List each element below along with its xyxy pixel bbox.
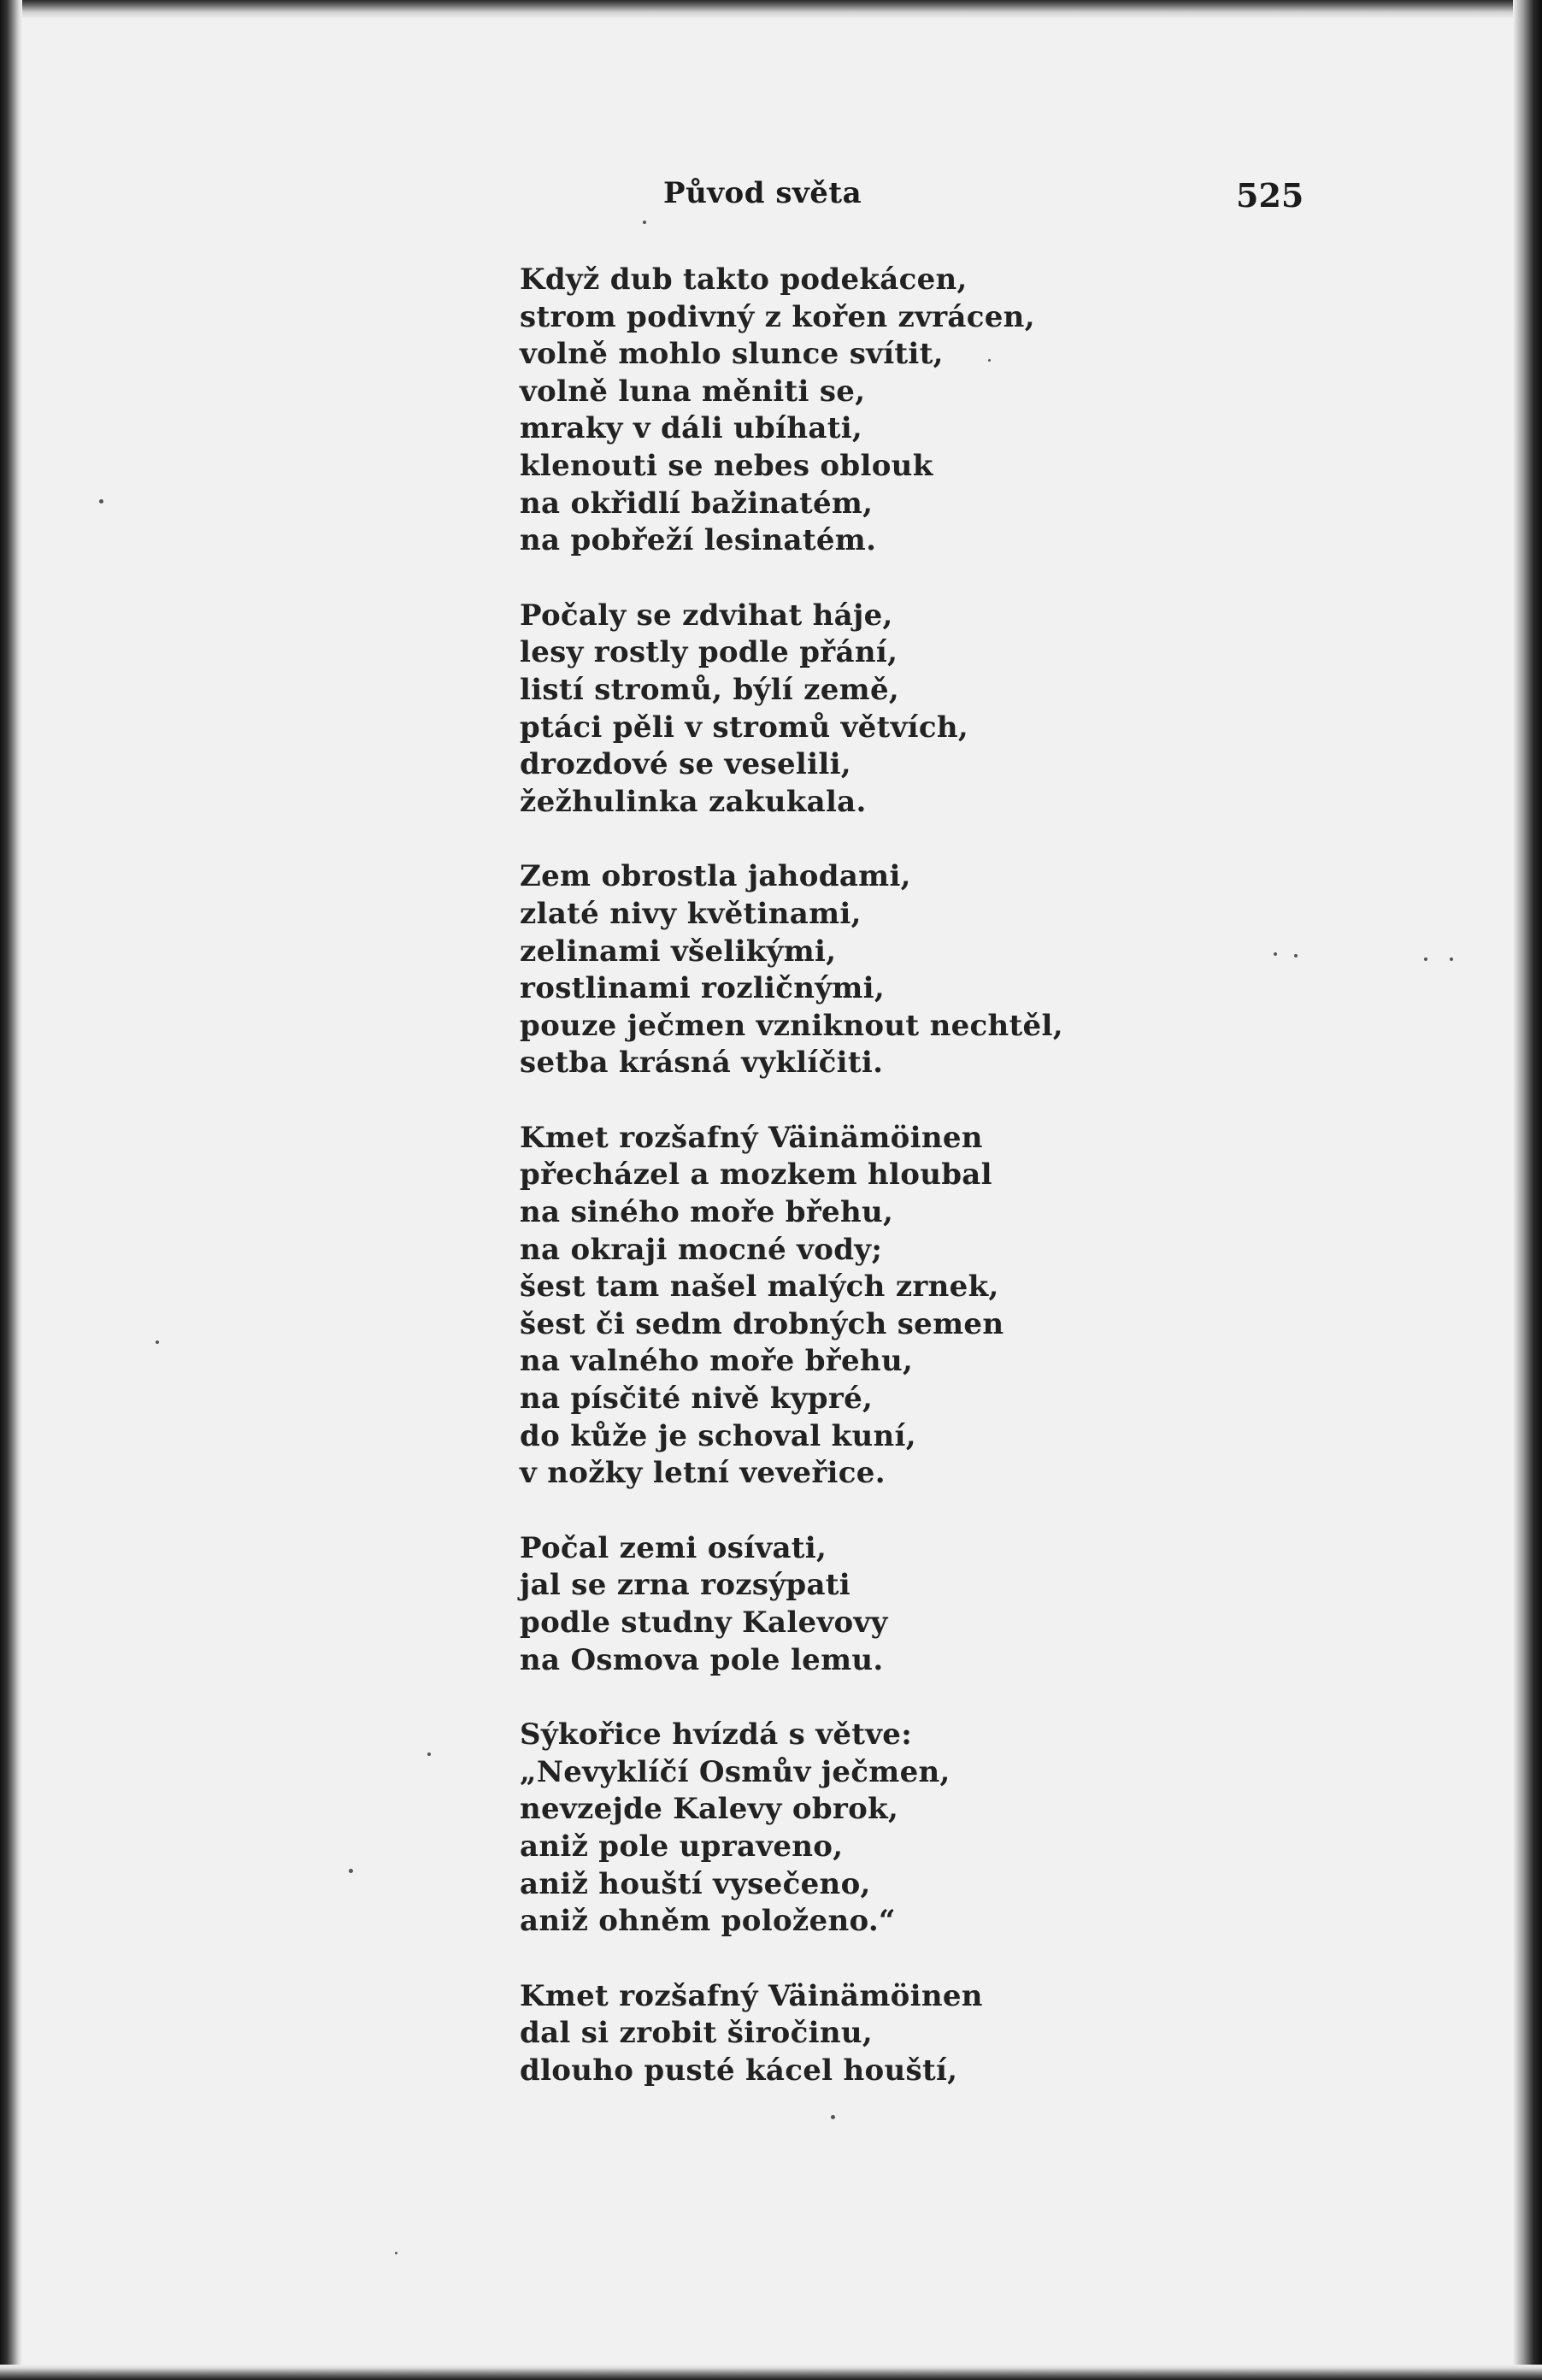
- verse-line: Počaly se zdvihat háje,: [520, 598, 893, 633]
- verse-line: ptáci pěli v stromů větvích,: [520, 710, 969, 745]
- page-number: 525: [1236, 176, 1304, 215]
- verse-line: Zem obrostla jahodami,: [520, 859, 911, 894]
- scan-speck: [1450, 957, 1453, 961]
- scan-edge-top: [0, 0, 1542, 19]
- verse-line: aniž pole upraveno,: [520, 1829, 844, 1864]
- scan-speck: [395, 2252, 397, 2254]
- verse-line: listí stromů, býlí země,: [520, 672, 900, 707]
- scan-edge-left: [0, 0, 22, 2380]
- verse-line: nevzejde Kalevy obrok,: [520, 1792, 899, 1827]
- verse-line: Počal zemi osívati,: [520, 1530, 827, 1565]
- verse-line: v nožky letní veveřice.: [520, 1456, 886, 1491]
- stanza-5: [520, 1530, 1374, 1679]
- verse-line: volně mohlo slunce svítit,: [520, 337, 944, 372]
- scan-edge-right: [1513, 0, 1542, 2380]
- verse-line: na písčité nivě kypré,: [520, 1381, 874, 1417]
- verse-line: zelinami všelikými,: [520, 934, 837, 969]
- verse-line: rostlinami rozličnými,: [520, 971, 885, 1006]
- verse-line: na Osmova pole lemu.: [520, 1642, 884, 1677]
- verse-line: jal se zrna rozsýpati: [520, 1568, 851, 1603]
- stanza-1: [520, 262, 1374, 560]
- verse-line: klenouti se nebes oblouk: [520, 448, 933, 483]
- verse-line: drozdové se veselili,: [520, 747, 851, 782]
- stanza-7: [520, 1978, 1374, 2090]
- scan-speck: [1424, 957, 1427, 961]
- stanza-3: [520, 858, 1374, 1082]
- running-header: [0, 176, 1542, 219]
- verse-line: volně luna měniti se,: [520, 374, 866, 409]
- verse-line: Kmet rozšafný Väinämöinen: [520, 1978, 983, 2013]
- verse-line: podle studny Kalevovy: [520, 1605, 888, 1640]
- verse-line: na pobřeží lesinatém.: [520, 523, 877, 558]
- verse-line: zlaté nivy květinami,: [520, 896, 862, 931]
- verse-line: lesy rostly podle přání,: [520, 635, 898, 670]
- stanza-6: [520, 1717, 1374, 1941]
- verse-line: strom podivný z kořen zvrácen,: [520, 299, 1035, 334]
- scan-speck: [349, 1869, 353, 1873]
- stanza-2: [520, 598, 1374, 822]
- verse-line: šest či sedm drobných semen: [520, 1306, 1004, 1341]
- verse-line: na okřidlí bažinatém,: [520, 486, 874, 521]
- verse-line: Sýkořice hvízdá s větve:: [520, 1717, 913, 1753]
- verse-line: na valného moře břehu,: [520, 1344, 914, 1379]
- verse-line: setba krásná vyklíčiti.: [520, 1046, 884, 1081]
- poem-body: [520, 262, 1374, 2128]
- scan-speck: [156, 1340, 159, 1344]
- verse-line: „Nevyklíčí Osmův ječmen,: [520, 1754, 951, 1789]
- verse-line: na siného moře břehu,: [520, 1195, 894, 1230]
- verse-line: dlouho pusté kácel houští,: [520, 2053, 958, 2088]
- scan-speck: [99, 499, 103, 504]
- verse-line: pouze ječmen vzniknout nechtěl,: [520, 1008, 1063, 1043]
- verse-line: mraky v dáli ubíhati,: [520, 411, 863, 446]
- verse-line: přecházel a mozkem hloubal: [520, 1158, 992, 1193]
- scan-speck: [643, 221, 646, 224]
- scan-speck: [427, 1753, 431, 1756]
- verse-line: aniž houští vysečeno,: [520, 1866, 871, 1901]
- scan-edge-bottom: [0, 2365, 1542, 2380]
- stanza-4: [520, 1120, 1374, 1493]
- verse-line: do kůže je schoval kuní,: [520, 1418, 916, 1453]
- verse-line: Kmet rozšafný Väinämöinen: [520, 1120, 983, 1155]
- verse-line: na okraji mocné vody;: [520, 1232, 883, 1267]
- verse-line: žežhulinka zakukala.: [520, 784, 867, 819]
- verse-line: Když dub takto podekácen,: [520, 262, 968, 297]
- verse-line: šest tam našel malých zrnek,: [520, 1270, 999, 1305]
- running-head-title: Původ světa: [663, 176, 862, 210]
- verse-line: dal si zrobit širočinu,: [520, 2016, 874, 2051]
- verse-line: aniž ohněm položeno.“: [520, 1904, 896, 1939]
